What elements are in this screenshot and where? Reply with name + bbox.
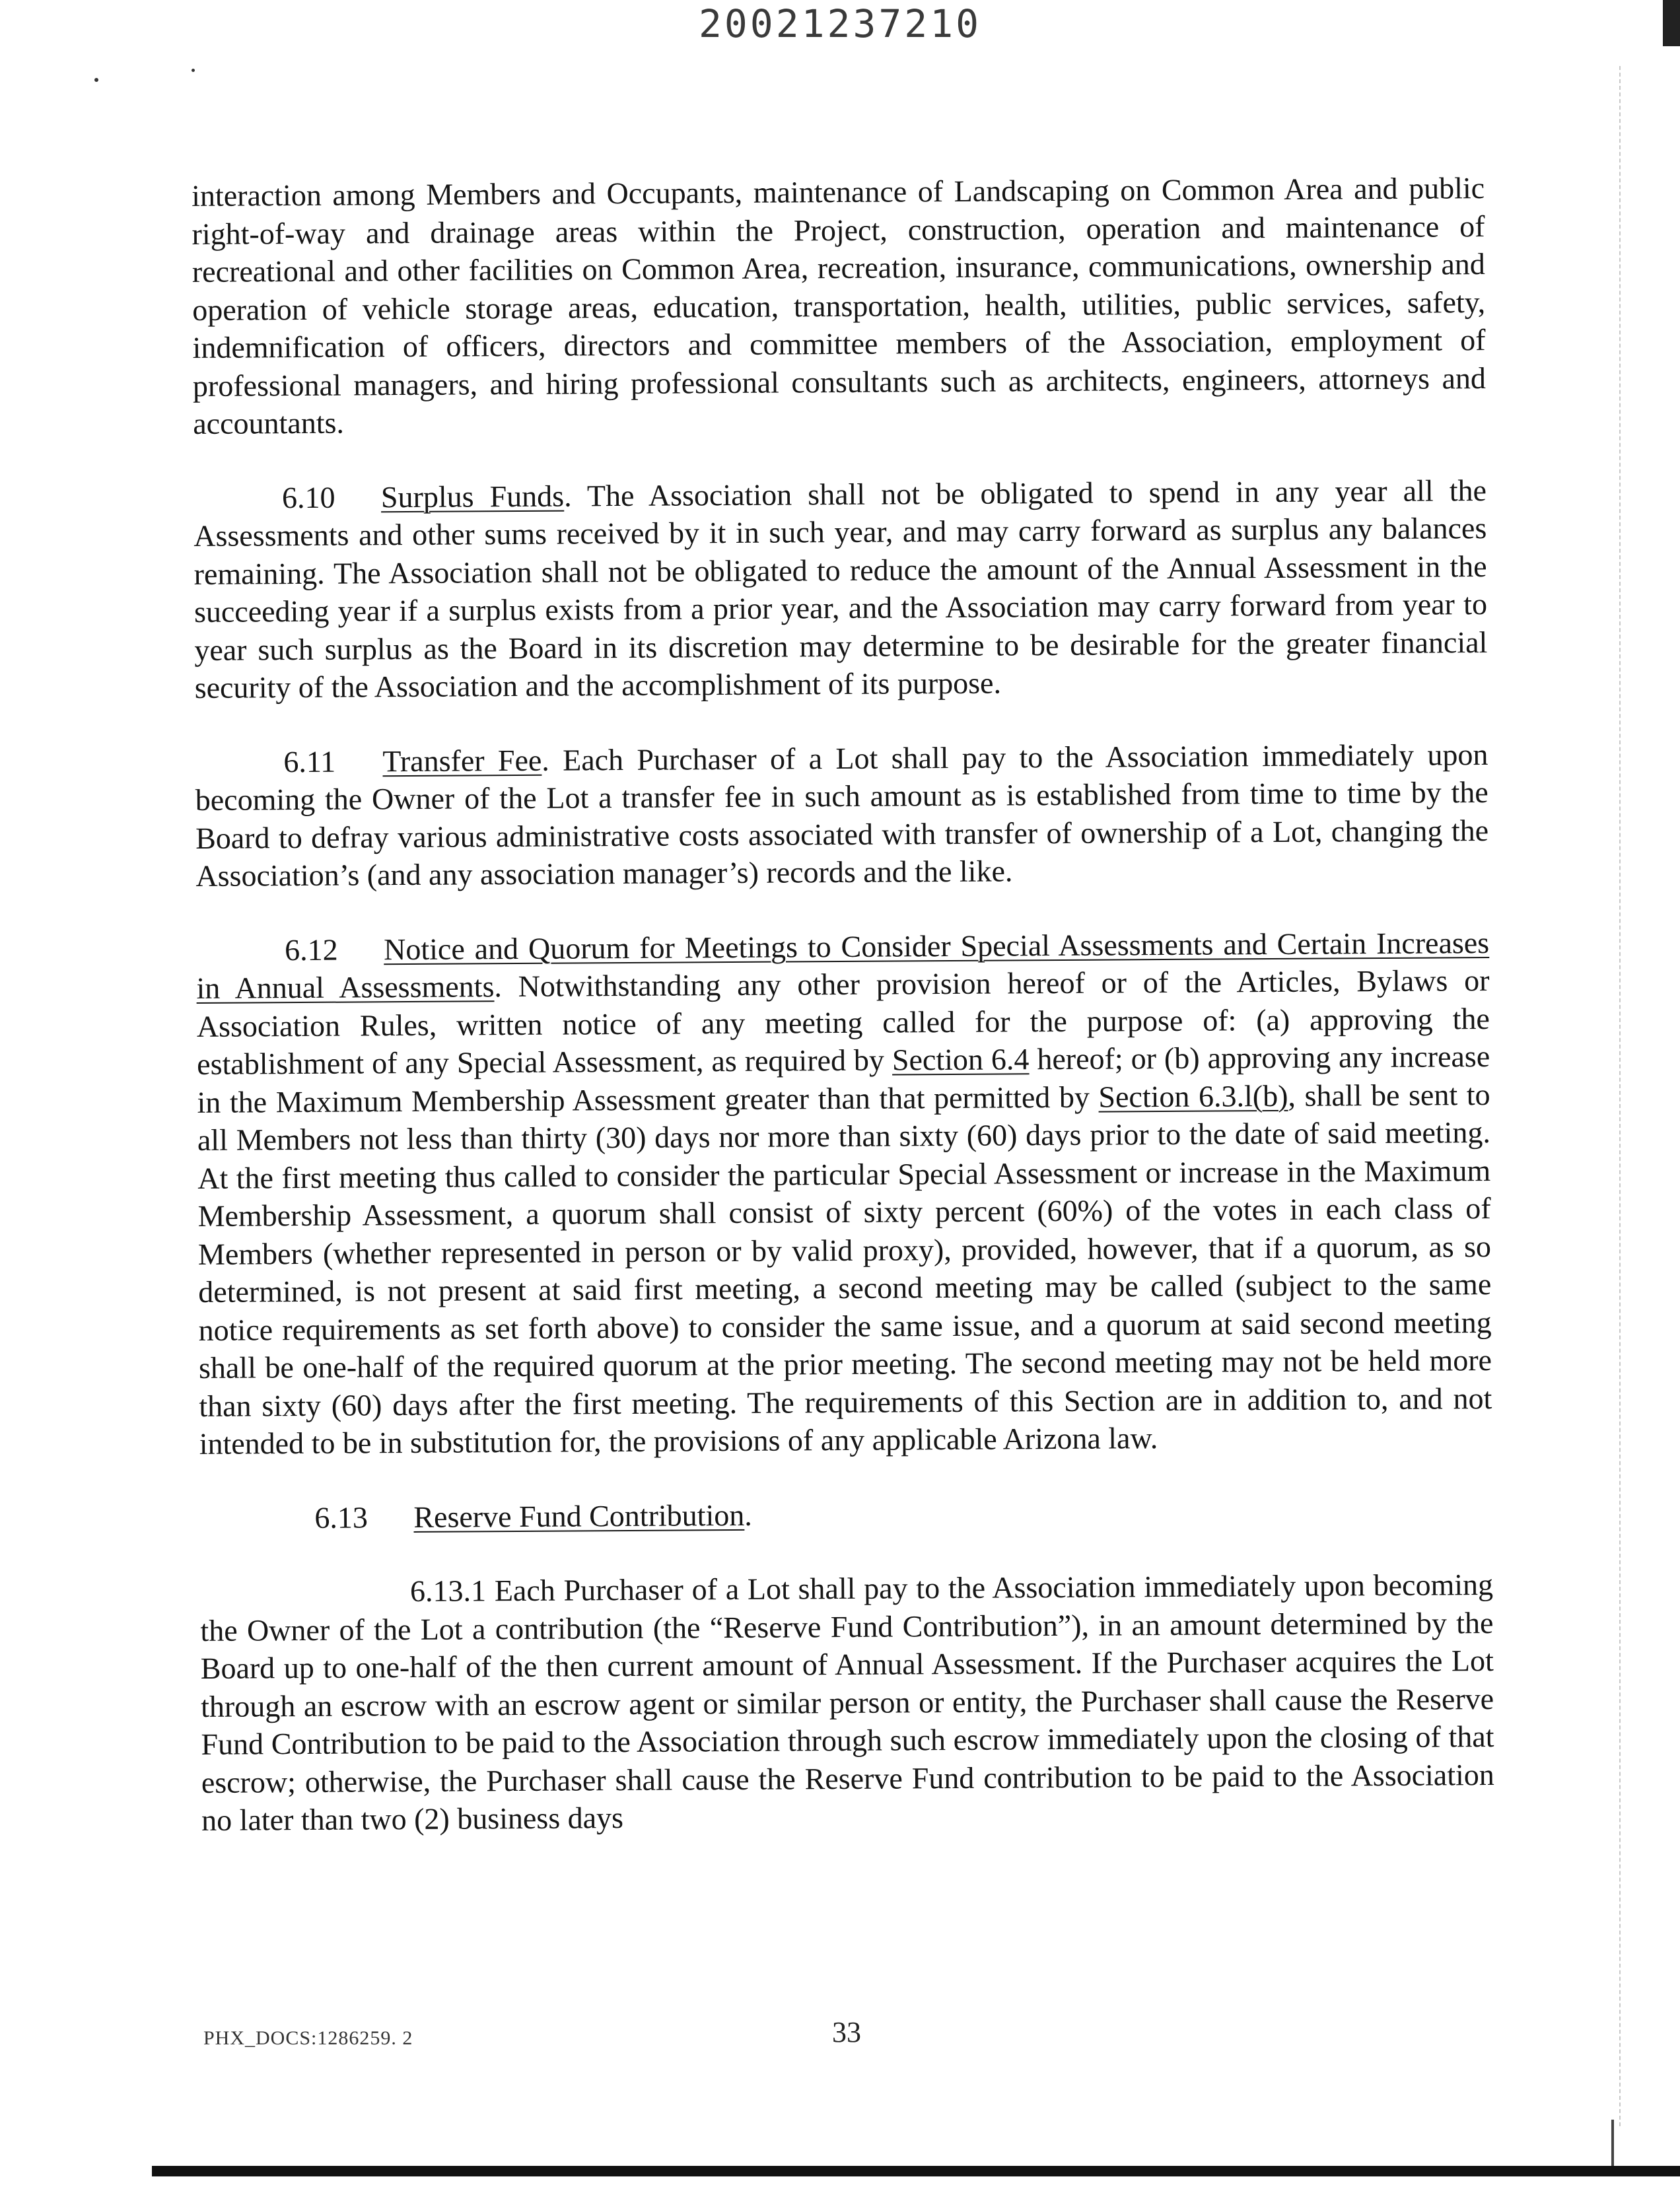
section-title: Reserve Fund Contribution (413, 1498, 745, 1534)
section-number: 6.12 (284, 932, 338, 967)
section-text: hereof; or (b) approving any increase in the Maximum Membership Assessment greater than that permitted by (197, 1039, 1490, 1119)
section-6-13-1 (200, 1566, 1494, 1839)
section-number: 6.13 (314, 1500, 368, 1535)
section-text: Each Purchaser of a Lot shall pay to the Association immediately upon becoming the Owner of the Lot a contribution (the “Reserve Fund Contribution”), in an amount determined by the Board up to one-half of the then current amount of Annual Assessment. If the Purchaser acquires the Lot through an escrow with an escrow agent or similar person or entity, the Purchaser shall cause the Reserve Fund Contribution to be paid to the Association through such escrow immediately upon the closing of that escrow; otherwise, the Purchaser shall cause the Reserve Fund contribution to be paid to the Association no later than two (2) business days (200, 1567, 1494, 1837)
section-number: 6.10 (281, 480, 335, 514)
section-title: Surplus Funds (380, 479, 565, 514)
page-number: 33 (832, 2016, 861, 2048)
scan-speck (94, 78, 98, 82)
section-text: . Notwithstanding any other provision hereof or of the Articles, Bylaws or Association Rules, written notice of any meeting called for the purpose of: (a) approving the establishment of any Special Assessment, as required by (196, 963, 1490, 1081)
section-number: 6.11 (283, 744, 336, 779)
section-text: . The Association shall not be obligated to spend in any year all the Assessments and other sums received by it in such year, and may carry forward as surplus any balances remaining. The Association shall not be obligated to reduce the amount of the Annual Assessment in the succeeding year if a surplus exists from a prior year, and the Association may carry forward from year to year such surplus as the Board in its discretion may determine to be desirable for the greater financial security of the Association and the accomplishment of its purpose. (193, 473, 1488, 705)
scan-speck (192, 69, 195, 72)
section-6-12 (196, 924, 1492, 1463)
scan-edge-artifact (1619, 66, 1621, 2126)
section-title: Transfer Fee (382, 743, 542, 778)
footer-doc-id: PHX_DOCS:1286259. 2 (203, 2027, 413, 2049)
section-6-11 (195, 736, 1488, 895)
section-title-period: . (744, 1498, 752, 1532)
section-reference: Section 6.4 (892, 1042, 1030, 1077)
section-number: 6.13.1 (409, 1574, 487, 1609)
scan-bottom-edge (152, 2166, 1680, 2176)
section-reference: Section 6.3.l(b) (1098, 1078, 1288, 1114)
section-title: Notice and Quorum for Meetings to Consider Special Assessments and Certain Increases in Annual Assessments (196, 925, 1490, 1005)
section-6-10 (193, 471, 1488, 707)
scan-edge-bar (1663, 0, 1680, 46)
recording-number: 20021237210 (698, 1, 982, 46)
document-body (192, 169, 1495, 1875)
scan-edge-mark (1611, 2120, 1614, 2166)
paragraph-continued: interaction among Members and Occupants, maintenance of Landscaping on Common Area and public right-of-way and drainage areas within the Project, construction, operation and maintenance of recreational and other facilities on Common Area, recreation, insurance, communications, ownership and operation of vehicle storage areas, education, transportation, health, utilities, public services, safety, indemnification of officers, directors and committee members of the Association, employment of professional managers, and hiring professional consultants such as architects, engineers, attorneys and accountants. (192, 171, 1487, 440)
section-text: . Each Purchaser of a Lot shall pay to the Association immediately upon becoming the Owner of the Lot a transfer fee in such amount as is established from time to time by the Board to defray various administrative costs associated with transfer of ownership of a Lot, changing the Association’s (and any association manager’s) records and the like. (195, 737, 1489, 893)
section-6-13 (199, 1492, 1492, 1537)
section-text: , shall be sent to all Members not less than thirty (30) days nor more than sixty (60) days prior to the date of said meeting. At the first meeting thus called to consider the particular Special Assessment or increase in the Maximum Membership Assessment, a quorum shall consist of sixty percent (60%) of the votes in each class of Members (whether represented in person or by valid proxy), provided, however, that if a quorum, as so determined, is not present at said first meeting, a second meeting may be called (subject to the same notice requirements as set forth above) to consider the same issue, and a quorum at said second meeting shall be one-half of the required quorum at the prior meeting. The second meeting may not be held more than sixty (60) days after the first meeting. The requirements of this Section are in addition to, and not intended to be in substitution for, the provisions of any applicable Arizona law. (197, 1077, 1492, 1461)
